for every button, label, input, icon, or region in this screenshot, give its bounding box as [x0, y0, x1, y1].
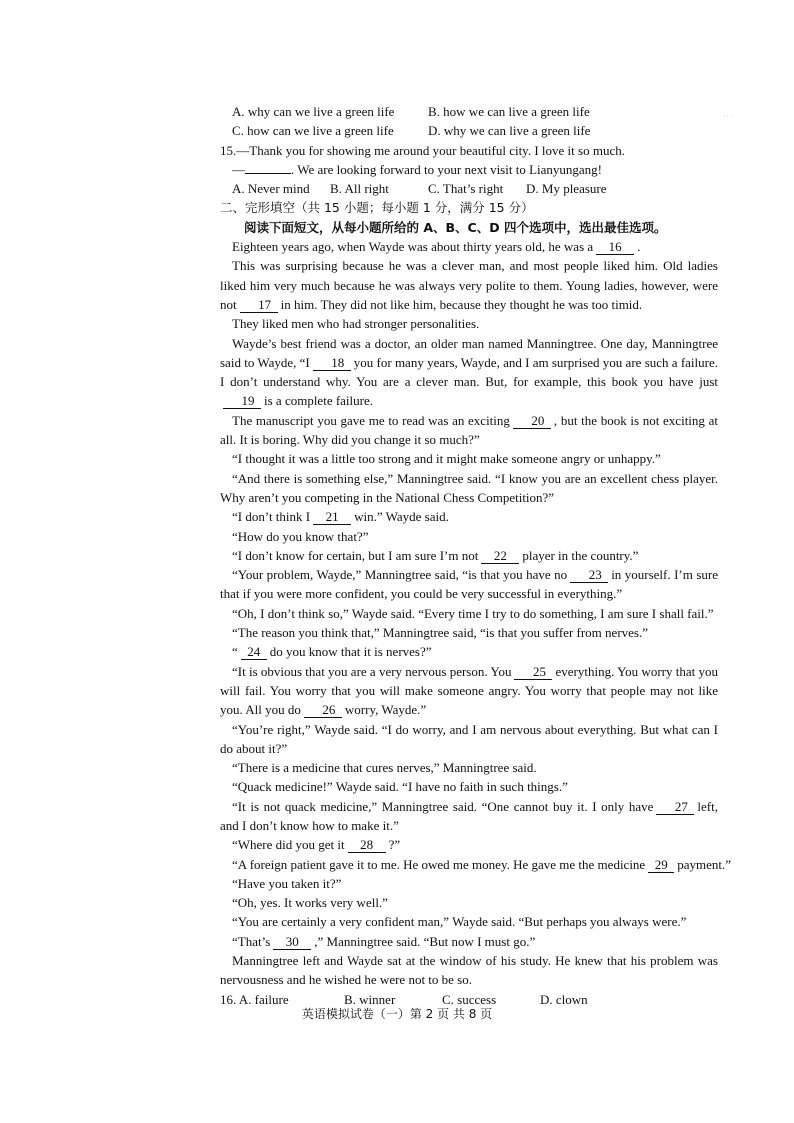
- section-heading: 二、完形填空（共 15 小题；每小题 1 分，满分 15 分）: [220, 200, 534, 216]
- q15-blank[interactable]: [245, 161, 291, 174]
- passage-para-3: They liked men who had stronger personalities.: [232, 316, 480, 332]
- passage-text: “I don’t think I: [232, 509, 311, 525]
- q16-option-d[interactable]: D. clown: [540, 991, 588, 1007]
- passage-para-7: “And there is something else,” Manningtree said. “I know you are an excellent chess player. Why aren’t you competing in the National Chess Competition?”: [220, 470, 718, 505]
- passage-para-16: “You’re right,” Wayde said. “I do worry, and I am nervous about everything. But what can I do about it?”: [220, 721, 718, 756]
- passage-para-25: [220, 932, 718, 951]
- blank-19[interactable]: 19: [223, 394, 261, 409]
- blank-23[interactable]: 23: [570, 568, 608, 583]
- blank-20[interactable]: 20: [513, 414, 551, 429]
- q15-stem: 15.—Thank you for showing me around your beautiful city. I love it so much.: [220, 142, 625, 158]
- passage-text: is a complete failure.: [264, 393, 374, 409]
- passage-text: “: [232, 644, 238, 660]
- passage-text: “I don’t know for certain, but I am sure I’m not: [232, 547, 479, 563]
- passage-text: worry, Wayde.”: [344, 702, 427, 718]
- q14-options-row-1: [220, 102, 718, 121]
- passage-para-26: Manningtree left and Wayde sat at the window of his study. He knew that his problem was nervousness and he wished he were not to be so.: [220, 953, 718, 988]
- passage-text: payment.”: [677, 856, 732, 872]
- passage-text: The manuscript you gave me to read was an exciting: [232, 412, 510, 428]
- q15-option-c[interactable]: C. That’s right: [428, 181, 504, 197]
- blank-25[interactable]: 25: [514, 665, 552, 680]
- passage-para-1: [220, 237, 718, 256]
- section-instruction: 阅读下面短文，从每小题所给的 A、B、C、D 四个选项中，选出最佳选项。: [244, 219, 667, 235]
- passage-text: , but the book is not exciting at all. It is boring. Why did you change it so much?”: [220, 412, 718, 448]
- passage-para-6: “I thought it was a little too strong and it might make someone angry or unhappy.”: [232, 451, 661, 467]
- passage-para-8: [220, 507, 718, 526]
- passage-text: everything. You worry that you will fail. You worry that you will make someone angry. You worry that people may not like you. All you do: [220, 663, 718, 718]
- q16-option-b[interactable]: B. winner: [344, 991, 396, 1007]
- q15-reply: [220, 160, 718, 179]
- passage-text: “Your problem, Wayde,” Manningtree said, “is that you have no: [232, 567, 568, 583]
- q16-option-a[interactable]: 16. A. failure: [220, 991, 289, 1007]
- passage-text: ?”: [388, 837, 401, 853]
- passage-para-13: “The reason you think that,” Manningtree said, “is that you suffer from nerves.”: [232, 625, 648, 641]
- q14-options-row-2: [220, 121, 718, 140]
- passage-text: left, and I don’t know how to make it.”: [220, 798, 718, 833]
- passage-para-18: “Quack medicine!” Wayde said. “I have no faith in such things.”: [232, 779, 568, 795]
- passage-para-20: [220, 835, 718, 854]
- passage-text: you for many years, Wayde, and I am surprised you are such a failure. I don’t understand why. You are a clever man. But, for example, this book you have just: [220, 354, 718, 390]
- passage-text: .: [637, 239, 641, 255]
- passage-text: in him. They did not like him, because they thought he was too timid.: [280, 296, 643, 312]
- blank-21[interactable]: 21: [313, 510, 351, 525]
- passage-text: do you know that it is nerves?”: [269, 644, 432, 660]
- exam-page: [220, 102, 732, 1009]
- passage-text: “That’s: [232, 933, 271, 949]
- passage-text: Wayde’s best friend was a doctor, an older man named Manningtree. One day, Manningtree said to Wayde, “I: [220, 335, 718, 370]
- passage-para-24: “You are certainly a very confident man,” Wayde said. “But perhaps you always were.”: [232, 914, 687, 930]
- q15-option-b[interactable]: B. All right: [330, 181, 389, 197]
- q15-option-d[interactable]: D. My pleasure: [526, 181, 607, 197]
- q16-option-c[interactable]: C. success: [442, 991, 497, 1007]
- bleed-through-text: …: [722, 108, 733, 120]
- passage-text: Eighteen years ago, when Wayde was about thirty years old, he was a: [232, 239, 594, 255]
- passage-text: “It is not quack medicine,” Manningtree said. “One cannot buy it. I only have: [232, 798, 654, 814]
- blank-27[interactable]: 27: [656, 800, 694, 815]
- q14-option-a[interactable]: A. why can we live a green life: [232, 104, 395, 119]
- passage-para-14: [220, 642, 718, 661]
- q15-reply-dash: —: [232, 161, 245, 177]
- passage-para-4: [220, 334, 718, 411]
- passage-para-15: [220, 662, 718, 720]
- passage-text: in yourself. I’m sure that if you were more confident, you could be very successful in everything.”: [220, 567, 719, 602]
- passage-para-11: [220, 565, 718, 604]
- blank-26[interactable]: 26: [304, 703, 342, 718]
- passage-text: ,” Manningtree said. “But now I must go.”: [314, 933, 536, 949]
- blank-22[interactable]: 22: [481, 549, 519, 564]
- q14-option-b[interactable]: B. how we can live a green life: [428, 104, 590, 119]
- blank-17[interactable]: 17: [240, 298, 278, 313]
- q15-options: [220, 179, 718, 198]
- passage-para-2: [220, 256, 718, 314]
- passage-para-9: “How do you know that?”: [232, 528, 369, 544]
- blank-30[interactable]: 30: [273, 935, 311, 950]
- blank-24[interactable]: 24: [241, 645, 267, 660]
- q15-reply-text: . We are looking forward to your next visit to Lianyungang!: [291, 161, 603, 177]
- passage-text: “It is obvious that you are a very nervous person. You: [232, 663, 512, 679]
- passage-para-22: “Have you taken it?”: [232, 875, 342, 891]
- passage-text: “A foreign patient gave it to me. He owed me money. He gave me the medicine: [232, 856, 646, 872]
- passage-para-19: [220, 797, 718, 836]
- passage-para-21: [220, 855, 732, 874]
- passage-para-12: “Oh, I don’t think so,” Wayde said. “Every time I try to do something, I am sure I shall fail.”: [232, 605, 714, 621]
- blank-28[interactable]: 28: [348, 838, 386, 853]
- page-footer: 英语模拟试卷（一）第 2 页 共 8 页: [301, 1007, 493, 1021]
- q14-option-c[interactable]: C. how can we live a green life: [232, 123, 394, 139]
- passage-para-10: [220, 546, 718, 565]
- passage-text: “Where did you get it: [232, 837, 345, 853]
- passage-text: This was surprising because he was a clever man, and most people liked him. Old ladies liked him very much because he was always very polite to them. Young ladies, however, were not: [220, 258, 718, 312]
- q14-option-d[interactable]: D. why we can live a green life: [428, 123, 591, 139]
- q15-option-a[interactable]: A. Never mind: [232, 181, 310, 197]
- passage-para-23: “Oh, yes. It works very well.”: [232, 895, 388, 911]
- passage-text: win.” Wayde said.: [354, 509, 449, 525]
- blank-16[interactable]: 16: [596, 240, 634, 255]
- blank-29[interactable]: 29: [648, 858, 674, 873]
- passage-para-5: [220, 411, 718, 450]
- blank-18[interactable]: 18: [313, 356, 351, 371]
- passage-para-17: “There is a medicine that cures nerves,” Manningtree said.: [232, 760, 537, 776]
- passage-text: player in the country.”: [522, 547, 639, 563]
